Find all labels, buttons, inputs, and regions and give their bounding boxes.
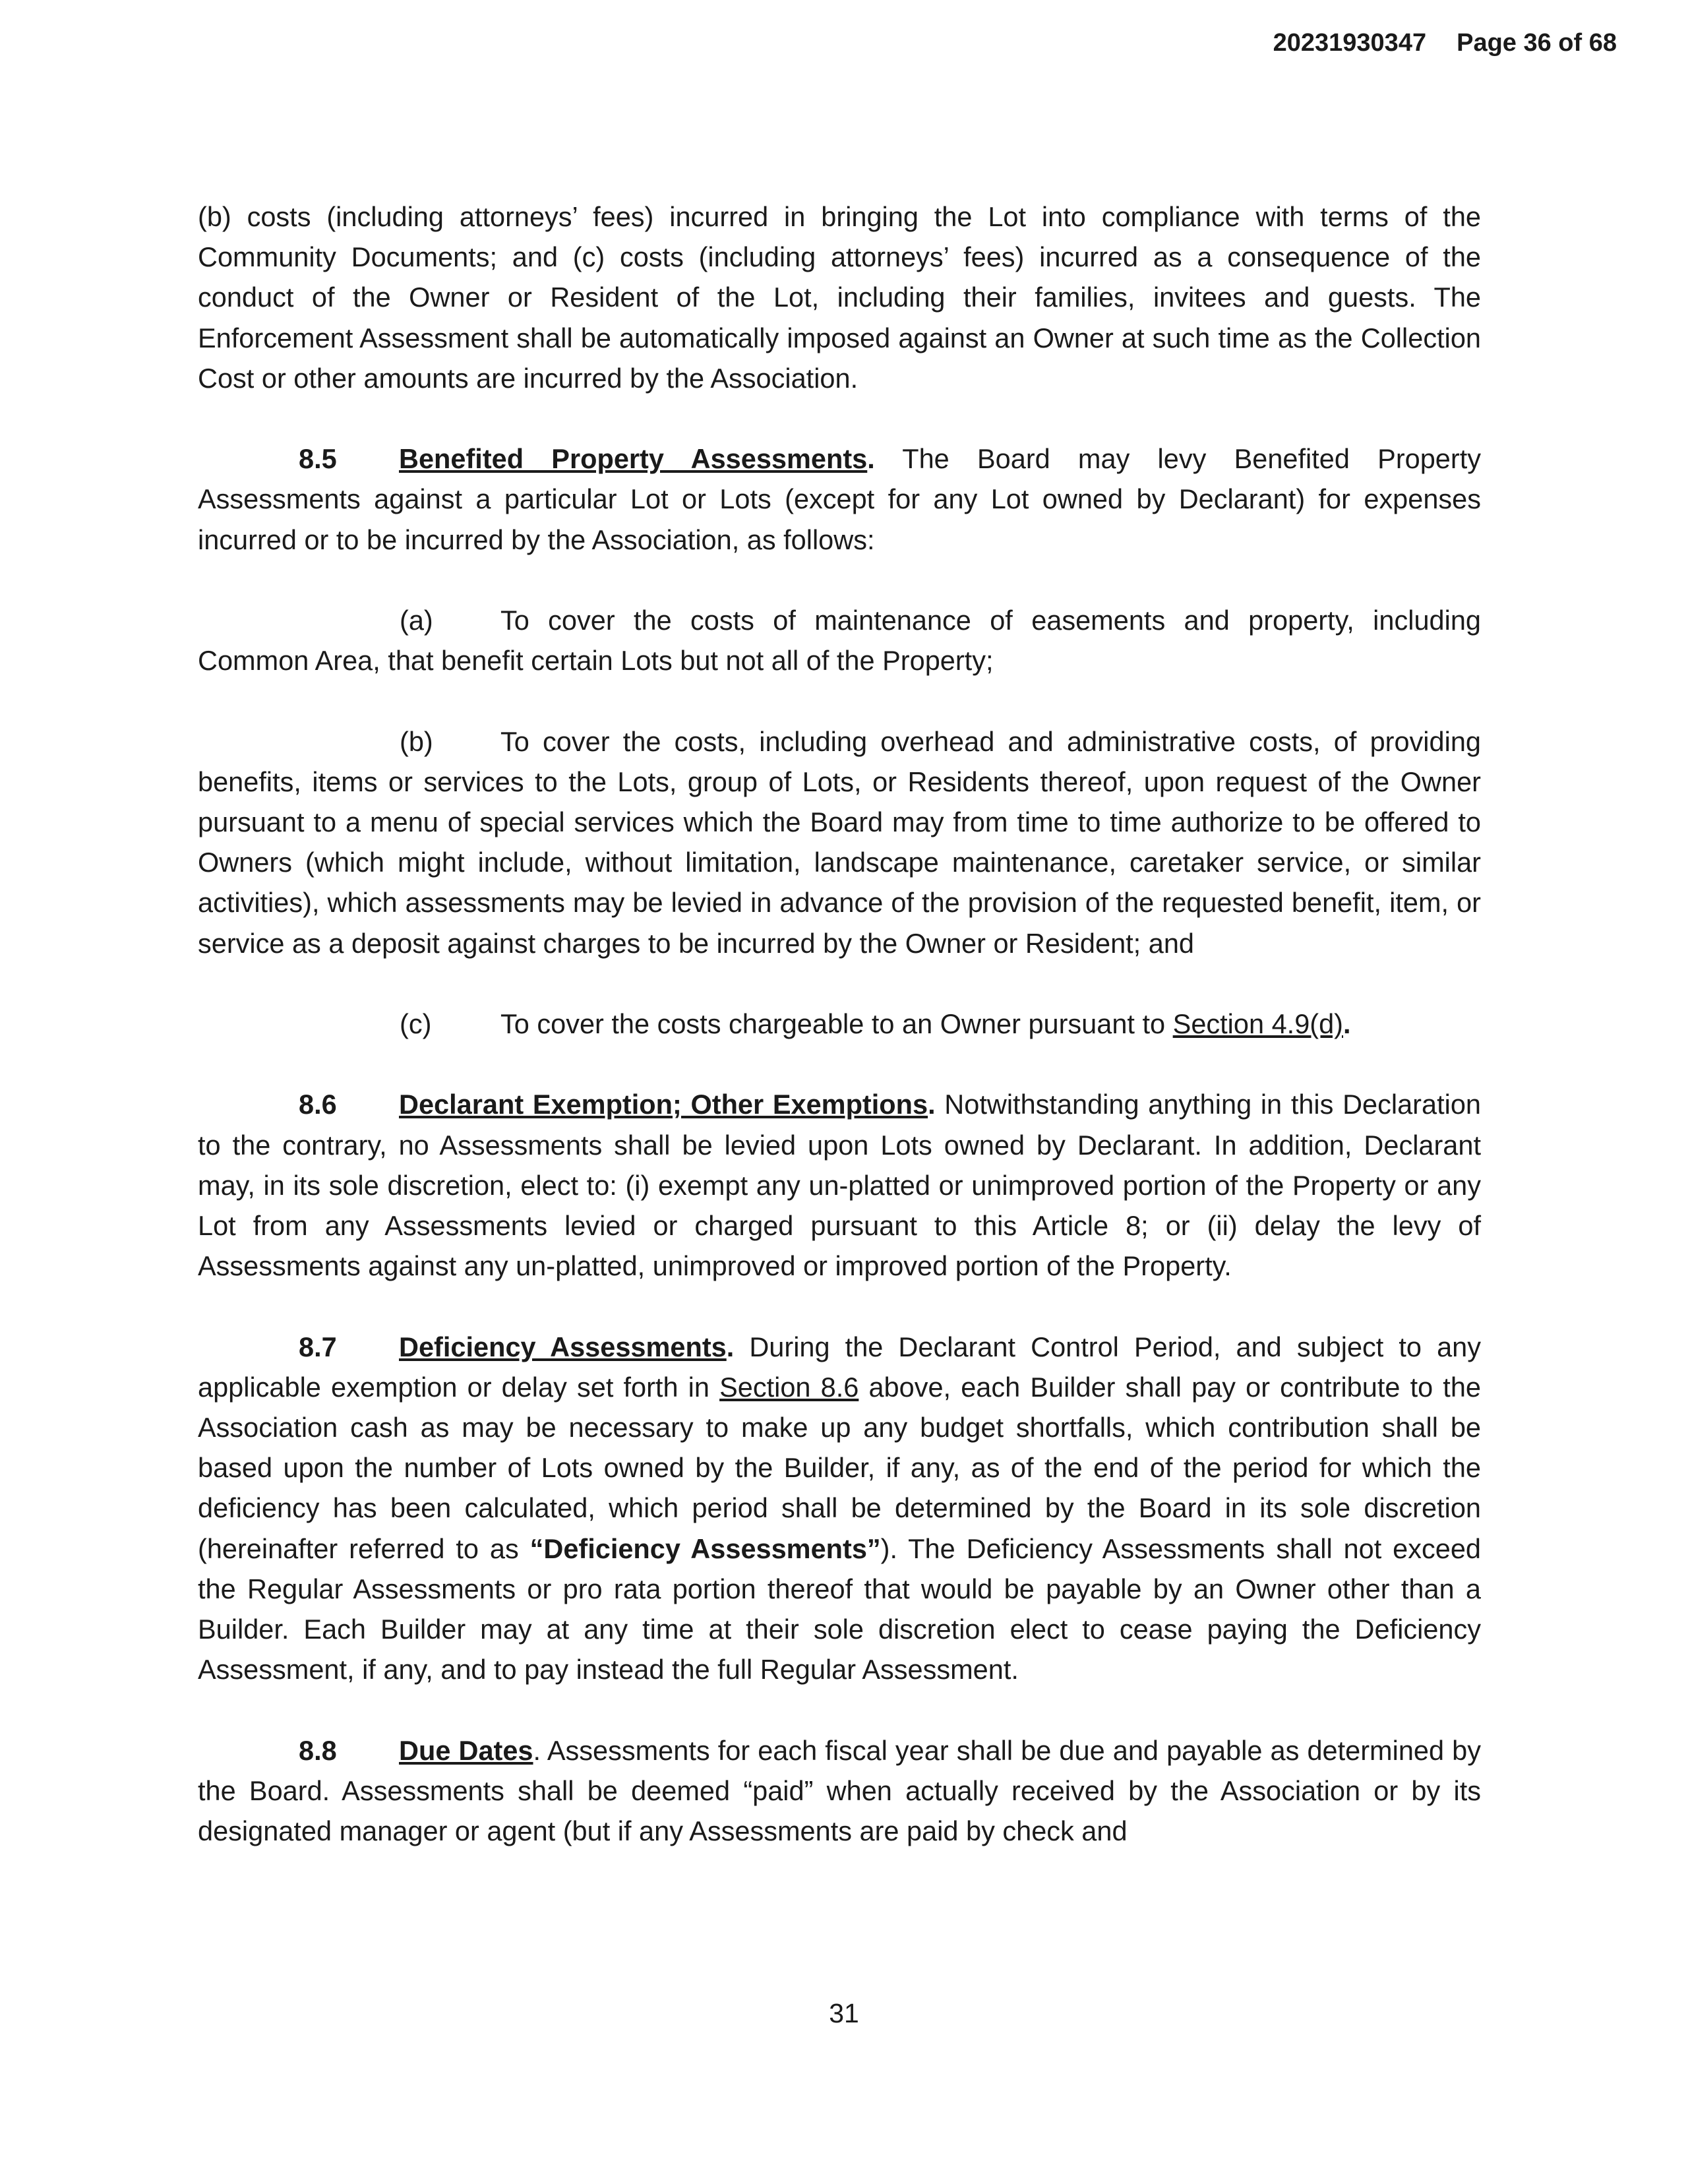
- section-8-6: 8.6 Declarant Exemption; Other Exemptions. Notwithstanding anything in this Declaration to the contrary, no Assessments shall be levied upon Lots owned by Declarant. In addition, Declarant may, in its sole discretion, elect to: (i) exempt any un-platted or unimproved portion of the Property or any Lot from any Assessments levied or charged pursuant to this Article 8; or (ii) delay the levy of Assessments against any un-platted, unimproved or improved portion of the Property.: [198, 1084, 1481, 1286]
- section-number: 8.6: [299, 1089, 337, 1120]
- item-text: To cover the costs, including overhead and administrative costs, of providing benefits, items or services to the Lots, group of Lots, or Residents thereof, upon request of the Owner pursuant to a menu of special services which the Board may from time to time authorize to be offered to Owners (which might include, without limitation, landscape maintenance, caretaker service, or similar activities), which assessments may be levied in advance of the provision of the requested benefit, item, or service as a deposit against charges to be incurred by the Owner or Resident; and: [198, 725, 1481, 959]
- section-text: Notwithstanding anything in this Declaration to the contrary, no Assessments shall be levied upon Lots owned by Declarant. In addition, Declarant may, in its sole discretion, elect to: (i) exempt any un-platted or unimproved portion of the Property or any Lot from any Assessments levied or charged pursuant to this Article 8; or (ii) delay the levy of Assessments against any un-platted, unimproved or improved portion of the Property.: [198, 1089, 1481, 1282]
- section-8-5-item-c: (c) To cover the costs chargeable to an Owner pursuant to Section 4.9(d).: [198, 1004, 1481, 1044]
- document-number: 20231930347: [1273, 29, 1427, 57]
- section-title: Declarant Exemption; Other Exemptions: [399, 1089, 928, 1120]
- item-letter: (c): [400, 1008, 432, 1039]
- item-text: To cover the costs chargeable to an Owner pursuant to: [500, 1008, 1173, 1039]
- section-8-5-item-b: [198, 721, 1481, 963]
- section-title: Deficiency Assessments: [399, 1331, 727, 1362]
- item-letter: (b): [400, 725, 433, 757]
- item-letter: (a): [400, 605, 433, 636]
- section-8-5-item-a: [198, 600, 1481, 681]
- page-number: 31: [829, 1998, 859, 2028]
- section-text: Assessments for each fiscal year shall be due and payable as determined by the Board. Assessments shall be deemed “paid” when actually received by the Association or by its designated manager or agent (but if any Assessments are paid by check and: [198, 1734, 1481, 1847]
- page-header: [1273, 29, 1617, 57]
- section-text: During the Declarant Control Period, and subject to any applicable exemption or delay set forth in: [198, 1331, 1481, 1403]
- page-label: Page 36 of 68: [1457, 29, 1617, 57]
- document-body: [198, 197, 1481, 1891]
- section-8-5: 8.5 Benefited Property Assessments. The Board may levy Benefited Property Assessments against a particular Lot or Lots (except for any Lot owned by Declarant) for expenses incurred or to be incurred by the Association, as follows:: [198, 439, 1481, 560]
- section-number: 8.7: [299, 1331, 337, 1362]
- section-reference-link[interactable]: Section 4.9(d): [1172, 1008, 1344, 1039]
- section-8-7: 8.7 Deficiency Assessments. During the Declarant Control Period, and subject to any applicable exemption or delay set forth in Section 8.6 above, each Builder shall pay or contribute to the Association cash as may be necessary to make up any budget shortfalls, which contribution shall be based upon the number of Lots owned by the Builder, if any, as of the end of the period for which the deficiency has been calculated, which period shall be determined by the Board in its sole discretion (hereinafter referred to as “Deficiency Assessments”). The Deficiency Assessments shall not exceed the Regular Assessments or pro rata portion thereof that would be payable by an Owner other than a Builder. Each Builder may at any time at their sole discretion elect to cease paying the Deficiency Assessment, if any, and to pay instead the full Regular Assessment.: [198, 1327, 1481, 1690]
- defined-term: “Deficiency Assessments”: [529, 1532, 881, 1564]
- section-number: 8.5: [299, 443, 337, 475]
- paragraph-continuation: (b) costs (including attorneys’ fees) incurred in bringing the Lot into compliance with terms of the Community Documents; and (c) costs (including attorneys’ fees) incurred as a consequence of the conduct of the Owner or Resident of the Lot, including their families, invitees and guests. The Enforcement Assessment shall be automatically imposed against an Owner at such time as the Collection Cost or other amounts are incurred by the Association.: [198, 201, 1481, 394]
- section-reference-link[interactable]: Section 8.6: [719, 1371, 859, 1403]
- section-title: Benefited Property Assessments: [399, 443, 868, 475]
- section-text: The Board may levy Benefited Property Assessments against a particular Lot or Lots (except for any Lot owned by Declarant) for expenses incurred or to be incurred by the Association, as follows:: [198, 443, 1481, 555]
- item-text: To cover the costs of maintenance of easements and property, including Common Area, that benefit certain Lots but not all of the Property;: [198, 605, 1481, 677]
- section-number: 8.8: [299, 1734, 337, 1766]
- section-title: Due Dates: [399, 1734, 533, 1766]
- section-8-8: 8.8 Due Dates. Assessments for each fiscal year shall be due and payable as determined by the Board. Assessments shall be deemed “paid” when actually received by the Association or by its designated manager or agent (but if any Assessments are paid by check and: [198, 1730, 1481, 1852]
